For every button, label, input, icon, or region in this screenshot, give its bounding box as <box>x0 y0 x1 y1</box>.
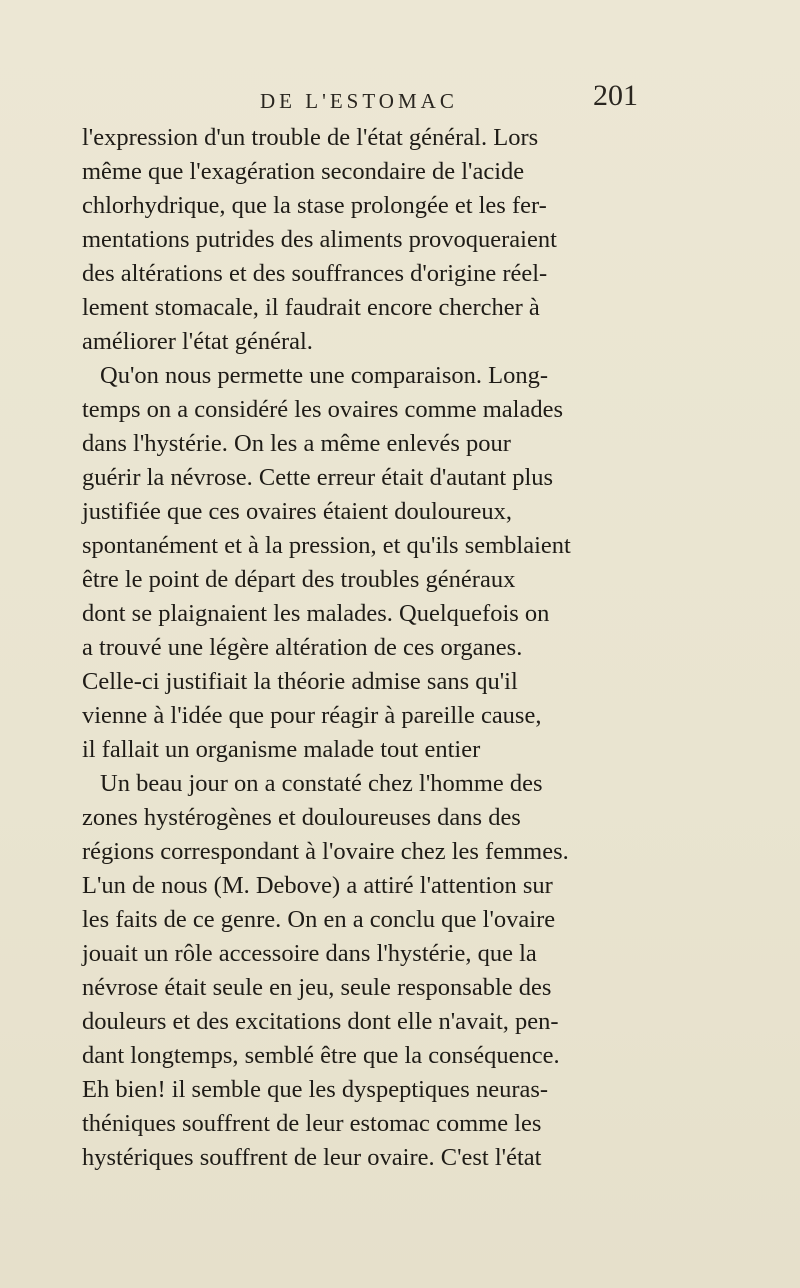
text-line: L'un de nous (M. Debove) a attiré l'attention sur <box>82 872 553 899</box>
text-line: douleurs et des excitations dont elle n'avait, pen- <box>82 1008 559 1035</box>
text-line: chlorhydrique, que la stase prolongée et les fer- <box>82 192 547 219</box>
text-line: lement stomacale, il faudrait encore chercher à <box>82 294 540 321</box>
text-line: Celle-ci justifiait la théorie admise sans qu'il <box>82 668 518 695</box>
text-line: zones hystérogènes et douloureuses dans des <box>82 804 521 831</box>
text-line: l'expression d'un trouble de l'état général. Lors <box>82 124 539 151</box>
text-line: spontanément et à la pression, et qu'ils semblaient <box>82 532 571 559</box>
text-line: il fallait un organisme malade tout entier <box>82 736 481 763</box>
text-line: dans l'hystérie. On les a même enlevés pour <box>82 430 511 457</box>
text-line: dant longtemps, semblé être que la conséquence. <box>82 1042 560 1069</box>
text-line: les faits de ce genre. On en a conclu que l'ovaire <box>82 906 556 933</box>
text-line: névrose était seule en jeu, seule responsable des <box>82 974 552 1001</box>
running-head: DE L'ESTOMAC <box>260 89 458 113</box>
text-line: vienne à l'idée que pour réagir à pareille cause, <box>82 702 542 729</box>
text-line: dont se plaignaient les malades. Quelquefois on <box>82 600 550 627</box>
text-line: être le point de départ des troubles généraux <box>82 566 516 593</box>
text-line: justifiée que ces ovaires étaient douloureux, <box>82 498 512 525</box>
text-line: temps on a considéré les ovaires comme malades <box>82 396 563 423</box>
text-line: mentations putrides des aliments provoqueraient <box>82 226 557 253</box>
text-line: a trouvé une légère altération de ces organes. <box>82 634 523 661</box>
text-line: théniques souffrent de leur estomac comme les <box>82 1110 542 1137</box>
text-line: des altérations et des souffrances d'origine réel- <box>82 260 548 287</box>
text-line: jouait un rôle accessoire dans l'hystérie, que la <box>82 940 537 967</box>
text-line: Un beau jour on a constaté chez l'homme des <box>100 770 543 797</box>
text-line: hystériques souffrent de leur ovaire. C'est l'état <box>82 1144 542 1171</box>
text-line: même que l'exagération secondaire de l'acide <box>82 158 525 185</box>
text-line: améliorer l'état général. <box>82 328 313 355</box>
text-line: régions correspondant à l'ovaire chez les femmes. <box>82 838 569 865</box>
page-header <box>0 79 800 123</box>
text-line: Qu'on nous permette une comparaison. Long- <box>100 362 549 389</box>
text-line: Eh bien! il semble que les dyspeptiques neuras- <box>82 1076 549 1103</box>
page-number: 201 <box>593 79 638 112</box>
text-line: guérir la névrose. Cette erreur était d'autant plus <box>82 464 554 491</box>
